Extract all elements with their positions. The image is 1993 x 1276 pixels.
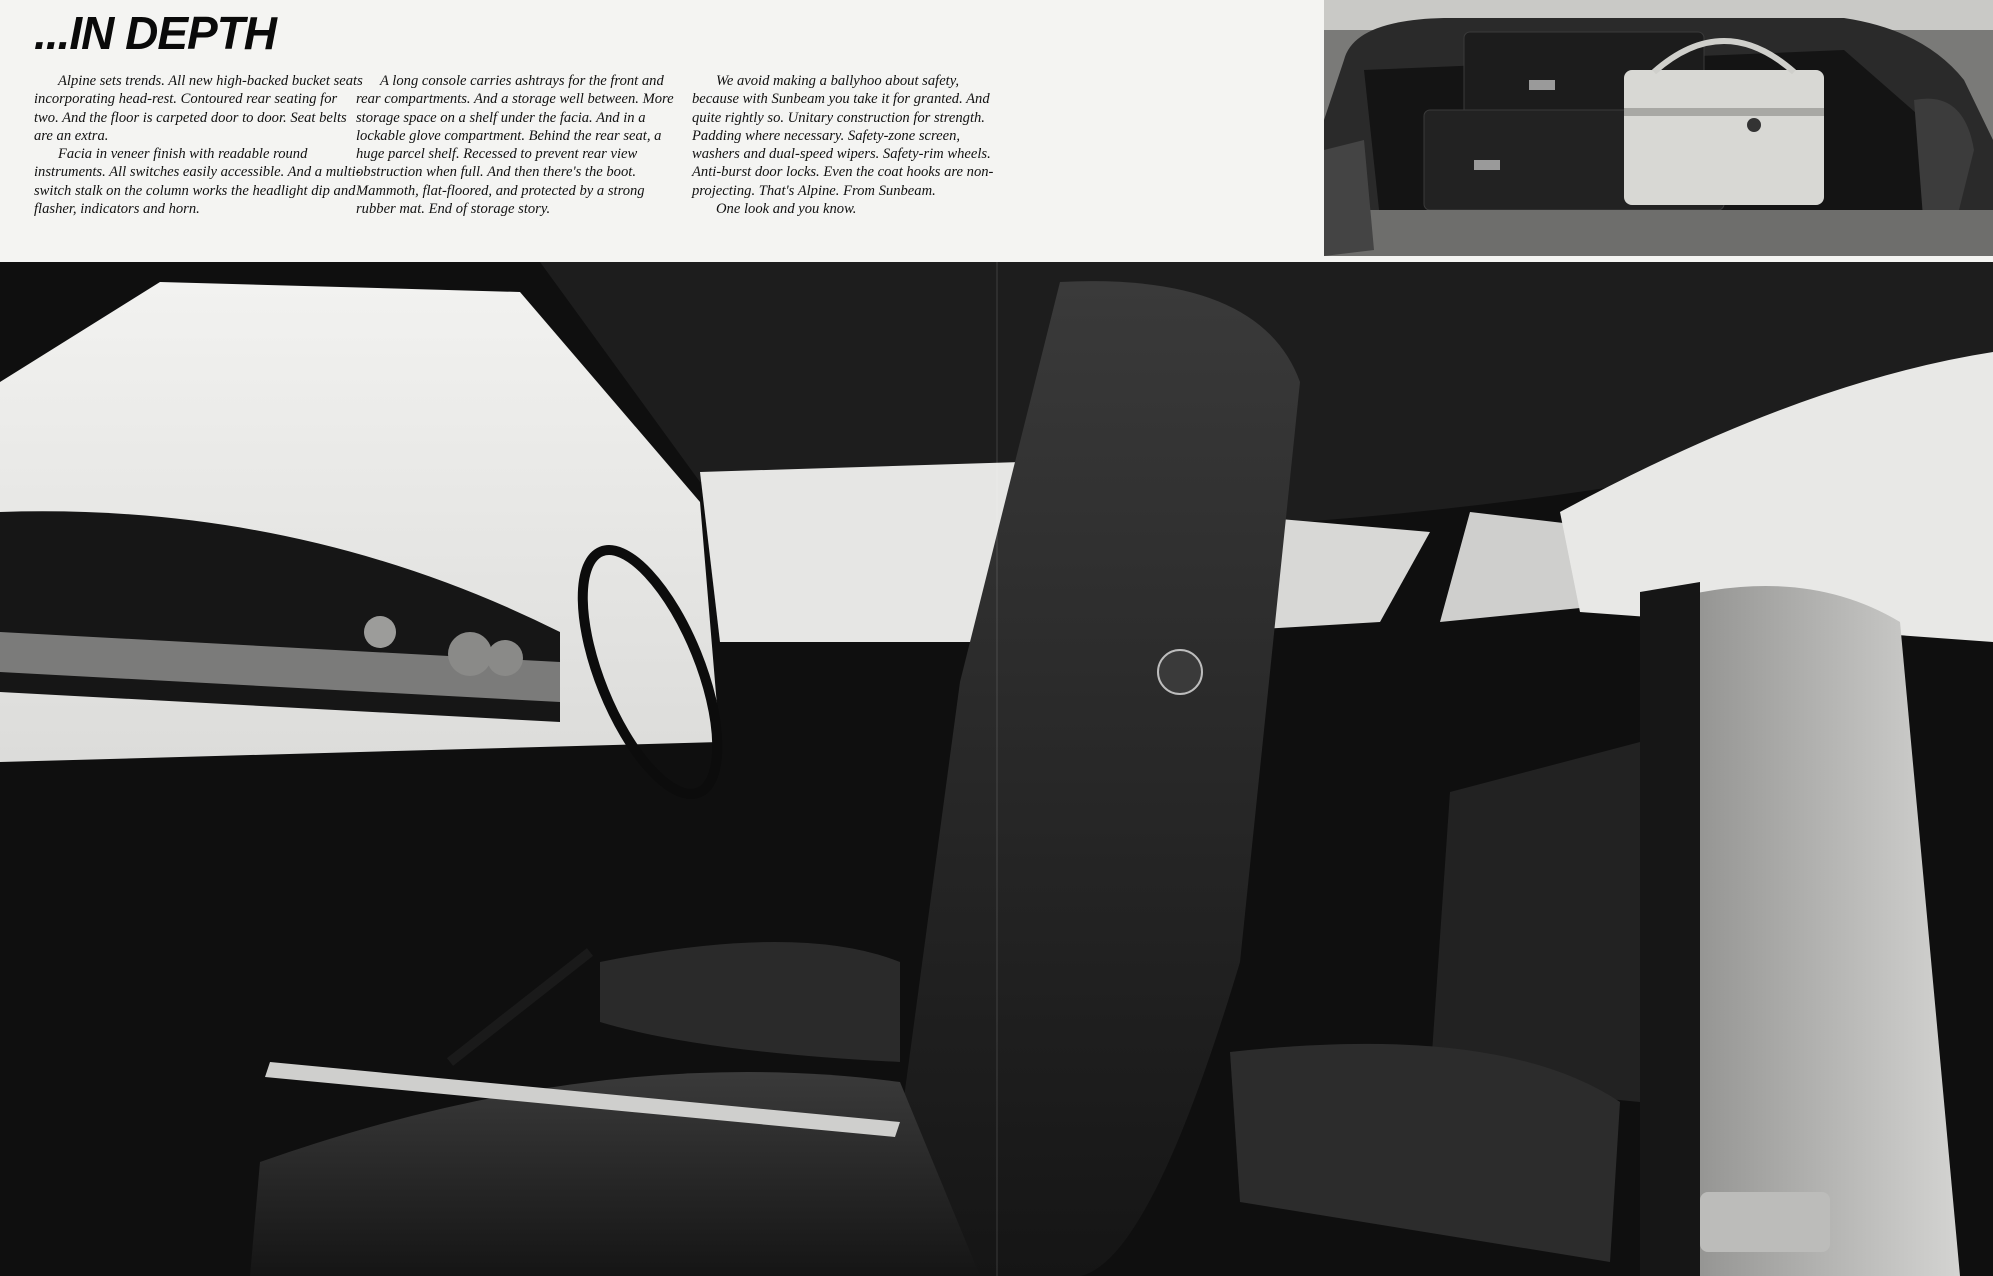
paragraph: Alpine sets trends. All new high-backed bucket seats incorporating head-rest. Contoured rear seating for two. And the floor is carpeted door to door. Seat belts are an extra. bbox=[34, 73, 363, 144]
text-column-storage bbox=[356, 72, 686, 218]
page-heading: ...IN DEPTH bbox=[34, 7, 277, 59]
text-column-interior bbox=[34, 72, 364, 218]
paragraph: One look and you know. bbox=[716, 201, 857, 218]
paragraph: A long console carries ashtrays for the front and rear compartments. And a storage well between. More storage space on a shelf under the facia. And in a lockable glove compartment. Behind the rear seat, a huge parcel shelf. Recessed to prevent rear view obstruction when full. And then there's the boot. Mammoth, flat-floored, and protected by a strong rubber mat. End of storage story. bbox=[356, 73, 674, 218]
paragraph: Facia in veneer finish with readable round instruments. All switches easily accessible. And a multi-switch stalk on the column works the headlight dip and flasher, indicators and horn. bbox=[34, 146, 361, 218]
text-column-safety bbox=[692, 72, 1002, 218]
paragraph: We avoid making a ballyhoo about safety, because with Sunbeam you take it for granted. And quite rightly so. Unitary construction for strength. Padding where necessary. Safety-zone screen, washers and dual-speed wipers. Safety-rim wheels. Anti-burst door locks. Even the coat hooks are non-projecting. That's Alpine. From Sunbeam. bbox=[692, 73, 994, 199]
boot-luggage-photo bbox=[1324, 0, 1993, 256]
page-fold bbox=[996, 262, 998, 1276]
